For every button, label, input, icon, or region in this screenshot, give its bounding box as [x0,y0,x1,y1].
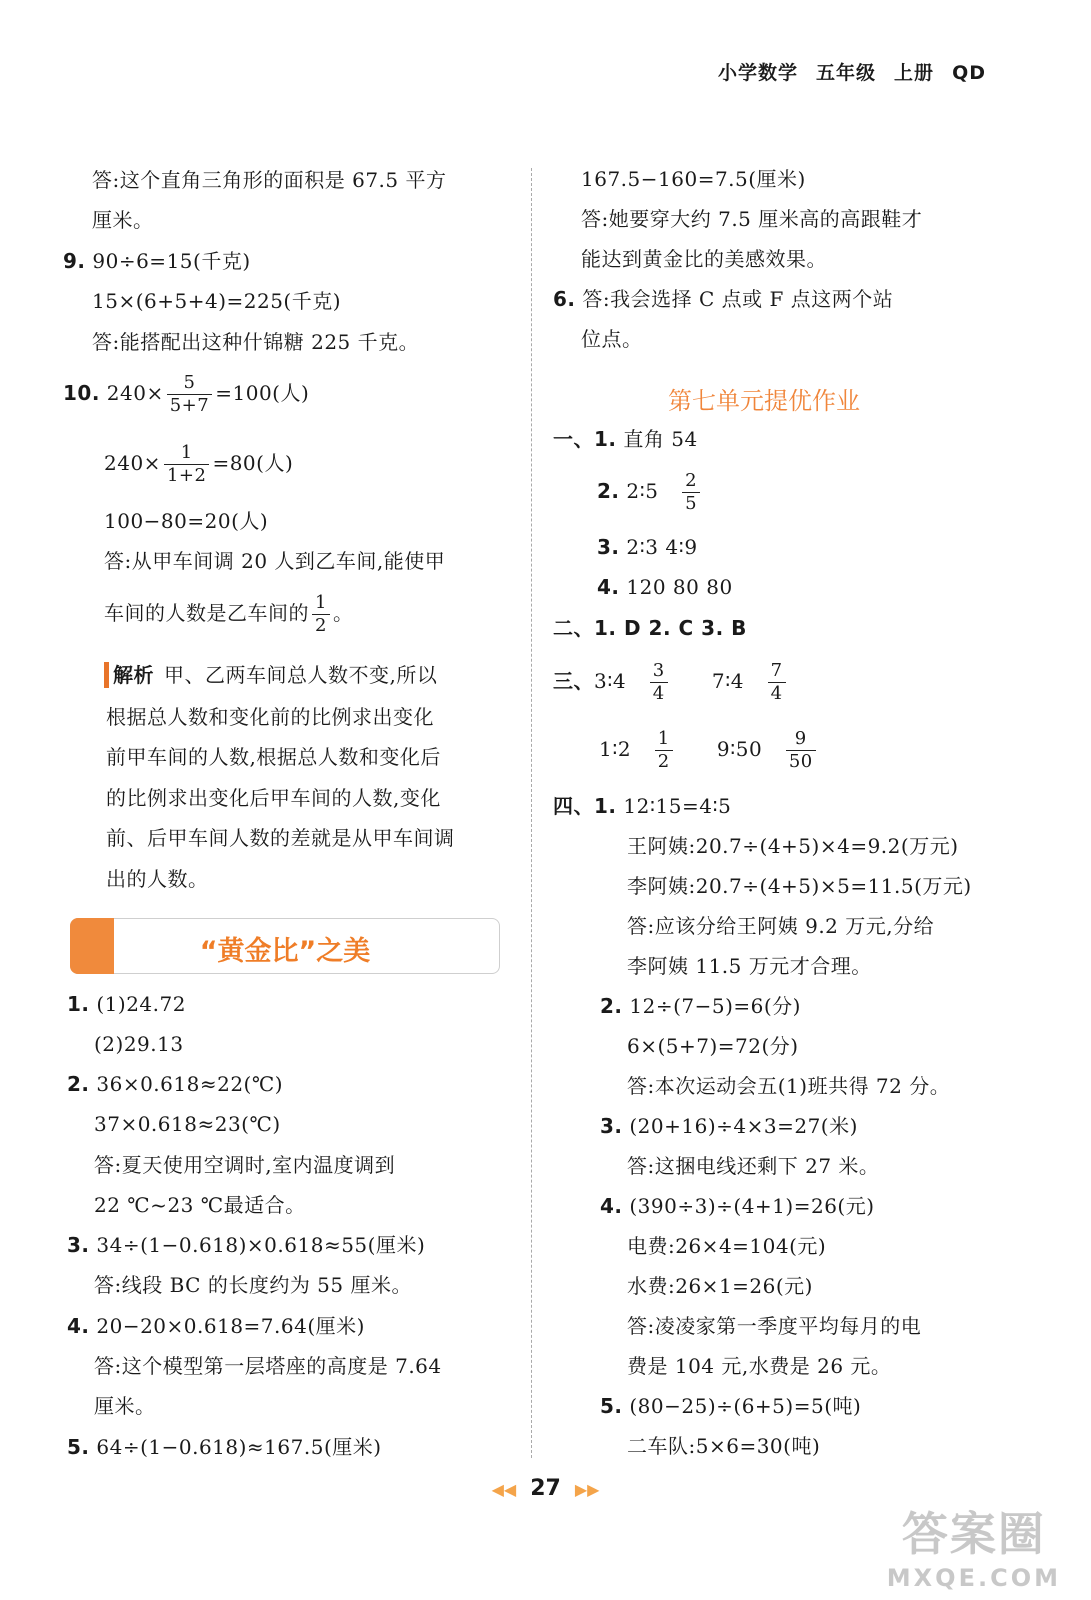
page-number: 27 [530,1476,561,1501]
answer-line: 答:本次运动会五(1)班共得 72 分。 [627,1074,951,1098]
part-1-q1 [553,426,698,452]
header-edition: QD [952,62,986,84]
answer-line: 6×(5+7)=72(分) [627,1034,799,1058]
answer-line: 36×0.618≈22(℃) [96,1072,284,1096]
fraction [167,372,213,417]
question-number: 9. [63,249,86,273]
part-1-q4 [597,574,733,600]
answer-line: 能达到黄金比的美感效果。 [581,247,827,271]
numerator: 1 [164,442,210,465]
fraction [786,728,816,773]
answer-line: 李阿姨:20.7÷(4+5)×5=11.5(万元) [627,874,972,898]
part-2: 二、1. D 2. C 3. B [553,616,747,640]
denominator: 2 [657,751,670,772]
question-number: 4. [600,1194,623,1218]
question-number: 2. [67,1072,90,1096]
numerator: 2 [682,470,700,493]
answer-line: 答:能搭配出这种什锦糖 225 千克。 [92,330,420,354]
part-4-q5 [600,1393,861,1419]
question-number: 6. [553,287,576,311]
analysis-line: 前甲车间的人数,根据总人数和变化后 [106,745,441,769]
answer-line: 37×0.618≈23(℃) [94,1112,281,1136]
fraction [650,660,668,705]
question-number: 4. [597,575,620,599]
part-4-q1 [553,793,731,819]
answer-line: 64÷(1−0.618)≈167.5(厘米) [96,1435,382,1459]
banner-title: “黄金比”之美 [199,936,371,967]
fraction [768,660,786,705]
answer-line: 答:她要穿大约 7.5 厘米高的高跟鞋才 [581,207,923,231]
question-6 [553,286,893,312]
answer-line: 答:这个直角三角形的面积是 67.5 平方 [92,168,447,192]
ratio: 1∶2 [599,737,632,761]
question-9 [63,248,251,274]
part-3-row2 [599,728,819,773]
section-banner [70,918,500,974]
prev-arrows-icon: ◀◀ [491,1480,517,1499]
numerator: 1 [312,592,330,615]
answer-line: 22 ℃~23 ℃最适合。 [94,1193,306,1217]
question-number: 5. [67,1435,90,1459]
question-4 [67,1313,365,1339]
answer-line: 答:这个模型第一层塔座的高度是 7.64 [94,1354,442,1378]
fraction [312,592,330,637]
question-1 [67,991,186,1017]
part-4-q2 [600,993,801,1019]
part-1-q3 [597,534,698,560]
answer-line: 答:应该分给王阿姨 9.2 万元,分给 [627,914,935,938]
question-number: 3. [600,1114,623,1138]
denominator: 5+7 [169,395,210,416]
answer-line: 水费:26×1=26(元) [627,1274,813,1298]
answer-line: 2∶5 [626,479,659,503]
answer-line: 2∶3 4∶9 [626,535,698,559]
answer-line [104,592,353,637]
question-number: 三、 [553,669,594,693]
fraction [655,728,673,773]
watermark-main: 答案圈 [901,1507,1046,1561]
answer-line: 90÷6=15(千克) [92,249,251,273]
numerator: 7 [768,660,786,683]
part-4-q3 [600,1113,858,1139]
answer-line: 费是 104 元,水费是 26 元。 [627,1354,892,1378]
header-subject: 小学数学 [718,62,799,84]
denominator: 50 [788,751,813,772]
answer-line: (2)29.13 [94,1032,184,1056]
expr-part: 240× [106,381,164,405]
analysis-text: 甲、乙两车间总人数不变,所以 [164,663,438,687]
denominator: 4 [770,683,783,704]
answer-line: (1)24.72 [96,992,186,1016]
analysis-line: 前、后甲车间人数的差就是从甲车间调 [106,826,455,850]
column-divider [531,168,532,1458]
watermark-logo [887,1498,1061,1592]
part-4-q4 [600,1193,875,1219]
ratio: 7∶4 [711,669,744,693]
expr-part: =100(人) [215,381,310,405]
analysis-line: 的比例求出变化后甲车间的人数,变化 [106,786,441,810]
numerator: 1 [655,728,673,751]
part-1-q2 [597,470,703,515]
answer-line: 电费:26×4=104(元) [627,1234,827,1258]
expr-part: 。 [332,601,354,625]
numerator: 9 [786,728,816,751]
answer-line: 李阿姨 11.5 万元才合理。 [627,954,872,978]
question-10 [63,372,309,417]
answer-line [104,442,293,487]
question-5 [67,1434,382,1460]
question-3 [67,1232,425,1258]
answer-line: 100−80=20(人) [104,509,269,533]
analysis-line [104,662,437,688]
analysis-line: 出的人数。 [106,867,209,891]
denominator: 1+2 [166,465,207,486]
question-number: 2. [600,994,623,1018]
numerator: 3 [650,660,668,683]
expr-part: =80(人) [212,451,294,475]
answer-line: 34÷(1−0.618)×0.618≈55(厘米) [96,1233,426,1257]
answer-line: 167.5−160=7.5(厘米) [581,167,806,191]
header-volume: 上册 [894,62,935,84]
analysis-tag: 解析 [104,662,154,688]
question-number: 一、1. [553,427,617,451]
answer-line: 答:线段 BC 的长度约为 55 厘米。 [94,1273,412,1297]
answer-line: 答:夏天使用空调时,室内温度调到 [94,1153,396,1177]
watermark-site: MXQE.COM [886,1564,1061,1592]
question-2 [67,1071,283,1097]
answer-line: 12∶15=4∶5 [623,794,732,818]
denominator: 2 [315,615,327,636]
expr-part: 240× [104,451,161,475]
answer-line: 王阿姨:20.7÷(4+5)×4=9.2(万元) [627,834,959,858]
next-arrows-icon: ▶▶ [574,1480,600,1499]
answer-line: 答:凌凌家第一季度平均每月的电 [627,1314,922,1338]
answer-line: 12÷(7−5)=6(分) [629,994,801,1018]
question-number: 1. [67,992,90,1016]
ratio: 3∶4 [594,669,627,693]
answer-line: 厘米。 [94,1394,156,1418]
answer-line: 直角 54 [623,427,698,451]
denominator: 4 [652,683,665,704]
page-header [700,58,986,85]
answer-line: 位点。 [581,327,643,351]
answer-line: 二车队:5×6=30(吨) [627,1434,821,1458]
answer-line: (20+16)÷4×3=27(米) [629,1114,858,1138]
answer-line: (80−25)÷(6+5)=5(吨) [629,1394,862,1418]
answer-line: 120 80 80 [626,575,733,599]
question-number: 5. [600,1394,623,1418]
answer-line: 答:这捆电线还剩下 27 米。 [627,1154,880,1178]
answer-line: 20−20×0.618=7.64(厘米) [96,1314,365,1338]
header-grade: 五年级 [816,62,877,84]
numerator: 5 [167,372,213,395]
analysis-line: 根据总人数和变化前的比例求出变化 [106,705,434,729]
question-number: 四、1. [553,794,617,818]
question-number: 3. [67,1233,90,1257]
answer-line: 15×(6+5+4)=225(千克) [92,289,342,313]
question-number: 10. [63,381,100,405]
expr-part: 车间的人数是乙车间的 [104,601,309,625]
part-3-row1 [553,660,789,705]
answer-line: 答:从甲车间调 20 人到乙车间,能使甲 [104,549,446,573]
denominator: 5 [685,493,698,514]
question-number: 4. [67,1314,90,1338]
fraction [682,470,700,515]
ratio: 9∶50 [716,737,763,761]
section-title: 第七单元提优作业 [668,387,860,415]
answer-line: (390÷3)÷(4+1)=26(元) [629,1194,875,1218]
fraction [164,442,210,487]
question-number: 3. [597,535,620,559]
answer-line: 答:我会选择 C 点或 F 点这两个站 [582,287,894,311]
question-number: 2. [597,479,620,503]
answer-line: 厘米。 [92,208,154,232]
